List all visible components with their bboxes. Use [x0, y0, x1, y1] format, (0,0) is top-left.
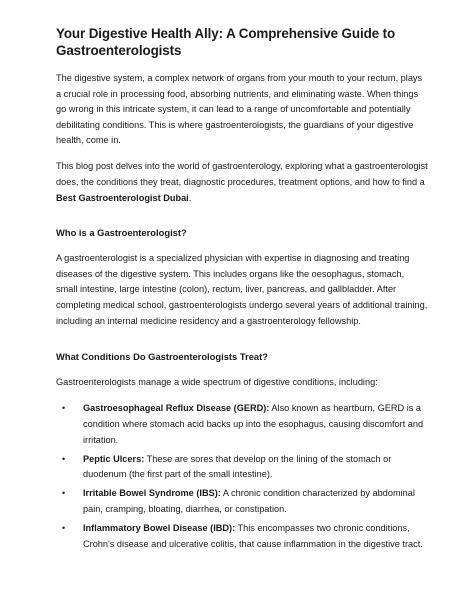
bullet-icon: •	[62, 488, 66, 499]
list-item	[56, 401, 428, 448]
section-heading-conditions: What Conditions Do Gastroenterologists Treat?	[56, 351, 268, 363]
list-item-term: Gastroesophageal Reflux Disease (GERD):	[83, 403, 270, 414]
list-item	[56, 452, 428, 483]
overview-text-end: .	[188, 192, 192, 203]
bullet-icon: •	[62, 403, 66, 414]
list-item-text: A chronic condition characterized by abdominal pain, cramping, bloating, diarrhea, or constipation.	[83, 488, 415, 514]
list-item-term: Irritable Bowel Syndrome (IBS):	[83, 488, 221, 499]
document-page	[56, 26, 428, 556]
intro-paragraph: The digestive system, a complex network of organs from your mouth to your rectum, plays a crucial role in processing food, absorbing nutrients, and eliminating waste. When things go wrong in this intricate system, it can lead to a range of uncomfortable and potentially debilitating conditions. This is where gastroenterologists, the guardians of your digestive health, come in.	[56, 73, 423, 146]
who-paragraph: A gastroenterologist is a specialized physician with expertise in diagnosing and treating diseases of the digestive system. This includes organs like the oesophagus, stomach, small intestine, large intestine (colon), rectum, liver, pancreas, and gallbladder. After completing medical school, gastroenterologists undergo several years of additional training, including an internal medicine residency and a gastroenterology fellowship.	[56, 253, 428, 326]
list-item-text: Also known as heartburn, GERD is a condition where stomach acid backs up into the esophagus, causing discomfort and irritation.	[83, 403, 424, 445]
overview-text: This blog post delves into the world of gastroenterology, exploring what a gastroenterologist does, the conditions they treat, diagnostic procedures, treatment options, and how to find a	[56, 161, 428, 188]
section-heading-who: Who is a Gastroenterologist?	[56, 227, 187, 239]
list-item-term: Peptic Ulcers:	[83, 453, 145, 464]
conditions-paragraph: Gastroenterologists manage a wide spectrum of digestive conditions, including:	[56, 377, 378, 388]
document-title: Your Digestive Health Ally: A Comprehensive Guide to Gastroenterologists	[56, 26, 396, 58]
list-item-text: These are sores that develop on the lining of the stomach or duodenum (the first part of the small intestine).	[83, 453, 392, 480]
list-item-term: Inflammatory Bowel Disease (IBD):	[83, 522, 236, 533]
bullet-icon: •	[62, 522, 66, 533]
list-item	[56, 521, 428, 552]
overview-bold-link-text: Best Gastroenterologist Dubai	[56, 192, 189, 203]
conditions-list	[56, 401, 428, 552]
list-item	[56, 486, 428, 517]
bullet-icon: •	[62, 453, 66, 464]
list-item-text: This encompasses two chronic conditions, Crohn's disease and ulcerative colitis, that cause inflammation in the digestive tract.	[83, 522, 423, 549]
overview-paragraph	[56, 159, 428, 206]
